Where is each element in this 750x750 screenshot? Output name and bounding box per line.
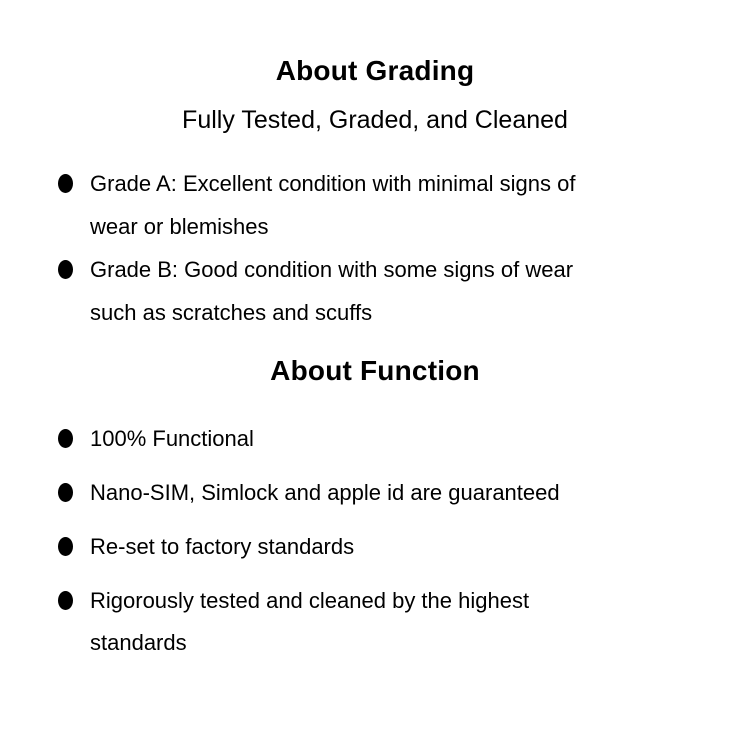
grading-section-subtitle: Fully Tested, Graded, and Cleaned: [182, 106, 568, 134]
list-item-text: [90, 248, 573, 334]
list-item-line: Re-set to factory standards: [90, 534, 355, 559]
list-item-line: 100% Functional: [90, 426, 254, 451]
list-item-line: Grade B: Good condition with some signs of wear: [90, 257, 574, 282]
bullet-icon: [58, 591, 73, 610]
bullet-icon: [58, 260, 73, 279]
bullet-icon: [58, 429, 73, 448]
list-item-sim-guarantee: [58, 472, 750, 514]
list-item-line: Rigorously tested and cleaned by the highest: [90, 588, 530, 613]
list-item-line: Nano-SIM, Simlock and apple id are guaranteed: [90, 480, 560, 505]
bullet-icon: [58, 174, 73, 193]
list-item-text: [90, 526, 354, 568]
list-item-text: [90, 162, 575, 248]
list-item-grade-b: [58, 248, 750, 334]
function-section-title: About Function: [270, 355, 480, 386]
grading-section-title: About Grading: [275, 55, 475, 86]
list-item-text: [90, 418, 254, 460]
list-item-line: standards: [90, 630, 187, 655]
grading-list: [0, 162, 750, 334]
list-item-tested-cleaned: [58, 580, 750, 664]
list-item-functional: [58, 418, 750, 460]
list-item-line: wear or blemishes: [90, 214, 269, 239]
list-item-line: Grade A: Excellent condition with minimal signs of: [90, 171, 576, 196]
list-item-text: [90, 580, 529, 664]
function-list: [0, 418, 750, 664]
list-item-grade-a: [58, 162, 750, 248]
list-item-factory-reset: [58, 526, 750, 568]
list-item-line: such as scratches and scuffs: [90, 300, 373, 325]
list-item-text: [90, 472, 560, 514]
bullet-icon: [58, 483, 73, 502]
bullet-icon: [58, 537, 73, 556]
